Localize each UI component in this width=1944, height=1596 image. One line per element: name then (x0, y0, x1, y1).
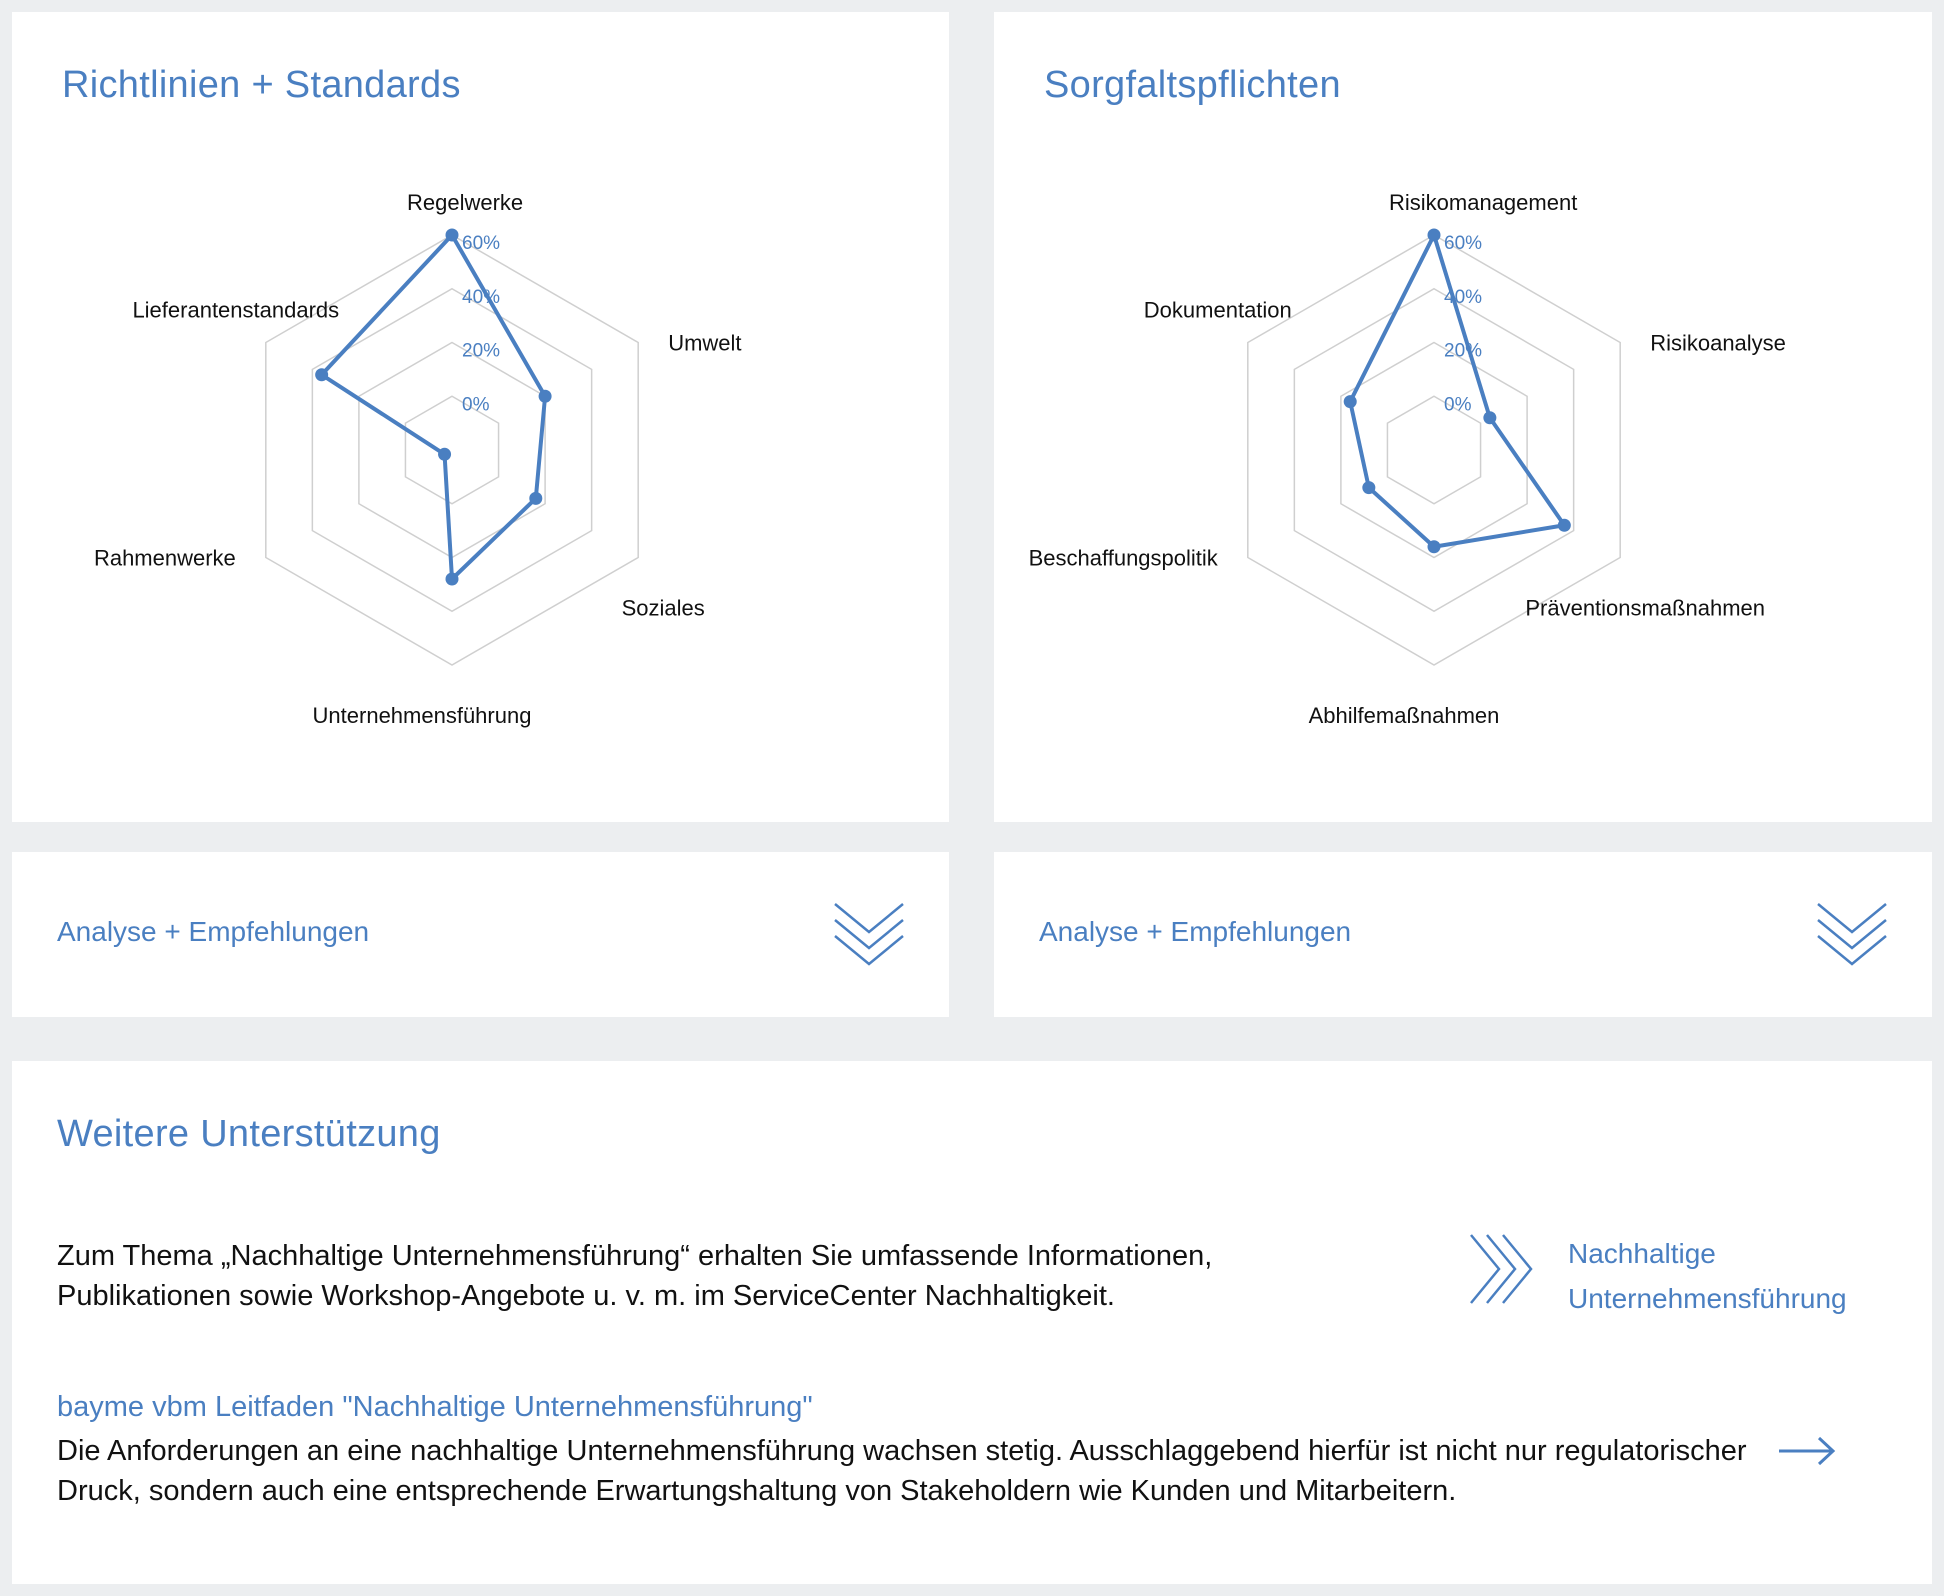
axis-label: Lieferantenstandards (132, 297, 340, 323)
grid-ring-2 (1341, 340, 1527, 558)
axis-label: Abhilfemaßnahmen (1308, 703, 1500, 728)
data-point (1428, 229, 1441, 242)
double-chevron-down-icon[interactable] (1816, 902, 1888, 970)
card-title-richtlinien: Richtlinien + Standards (62, 64, 461, 106)
tick-label: 20% (462, 340, 501, 362)
servicecenter-link[interactable] (1568, 1231, 1888, 1321)
triple-chevron-right-icon[interactable] (1469, 1233, 1539, 1305)
guide-title-link[interactable]: bayme vbm Leitfaden "Nachhaltige Unternehmensführung" (57, 1391, 813, 1423)
accordion-analyse-right[interactable] (994, 852, 1932, 1017)
axis-label: Präventionsmaßnahmen (1525, 595, 1766, 621)
tick-label: 0% (462, 394, 490, 416)
servicecenter-link-line2[interactable]: Unternehmensführung (1568, 1283, 1847, 1314)
data-point (1428, 540, 1441, 553)
radar-card-sorgfaltspflichten (994, 12, 1932, 822)
tick-label: 0% (1444, 394, 1472, 416)
axis-label: Soziales (621, 595, 705, 621)
data-point (315, 368, 328, 381)
data-point (1483, 411, 1496, 424)
support-section (12, 1061, 1932, 1584)
axis-label: Beschaffungspolitik (1028, 545, 1218, 571)
tick-label: 40% (1444, 286, 1483, 308)
data-point (529, 492, 542, 505)
data-point (1558, 519, 1571, 532)
radar-chart-richtlinien (12, 12, 949, 822)
radar-card-richtlinien (12, 12, 949, 822)
grid-ring-2 (359, 340, 545, 558)
data-point (1344, 395, 1357, 408)
axis-label: Unternehmensführung (312, 703, 532, 728)
data-point (446, 573, 459, 586)
axis-label: Regelwerke (407, 190, 524, 215)
grid-ring-3 (1294, 286, 1573, 612)
arrow-right-icon[interactable] (1777, 1436, 1837, 1466)
card-title-sorgfaltspflichten: Sorgfaltspflichten (1044, 64, 1341, 106)
accordion-label: Analyse + Empfehlungen (1039, 916, 1352, 947)
tick-label: 40% (462, 286, 501, 308)
data-series-line (1350, 235, 1564, 547)
axis-label: Risikomanagement (1389, 190, 1578, 215)
axis-label: Umwelt (668, 330, 742, 356)
radar-chart-sorgfaltspflichten (994, 12, 1932, 822)
guide-text: Die Anforderungen an eine nachhaltige Unternehmensführung wachsen stetig. Ausschlaggebend hierfür ist nicht nur regulatorischer Druck, sondern auch eine entsprechende Erwartungshaltung von Stakeholdern wie Kunden und Mitarbeitern. (57, 1435, 1747, 1507)
data-point (539, 390, 552, 403)
tick-label: 20% (1444, 340, 1483, 362)
support-title: Weitere Unterstützung (57, 1113, 441, 1155)
axis-label: Risikoanalyse (1650, 330, 1786, 356)
data-point (1362, 481, 1375, 494)
double-chevron-down-icon[interactable] (833, 902, 905, 970)
axis-label: Dokumentation (1143, 297, 1292, 323)
data-point (446, 229, 459, 242)
axis-label: Rahmenwerke (93, 545, 236, 571)
accordion-label: Analyse + Empfehlungen (57, 916, 370, 947)
tick-label: 60% (1444, 233, 1483, 254)
servicecenter-link-line1[interactable]: Nachhaltige (1568, 1238, 1716, 1269)
data-point (438, 448, 451, 461)
support-text: Zum Thema „Nachhaltige Unternehmensführung“ erhalten Sie umfassende Informationen, Publikationen sowie Workshop-Angebote u. v. m. im ServiceCenter Nachhaltigkeit. (57, 1240, 1213, 1312)
accordion-analyse-left[interactable] (12, 852, 949, 1017)
tick-label: 60% (462, 233, 501, 254)
